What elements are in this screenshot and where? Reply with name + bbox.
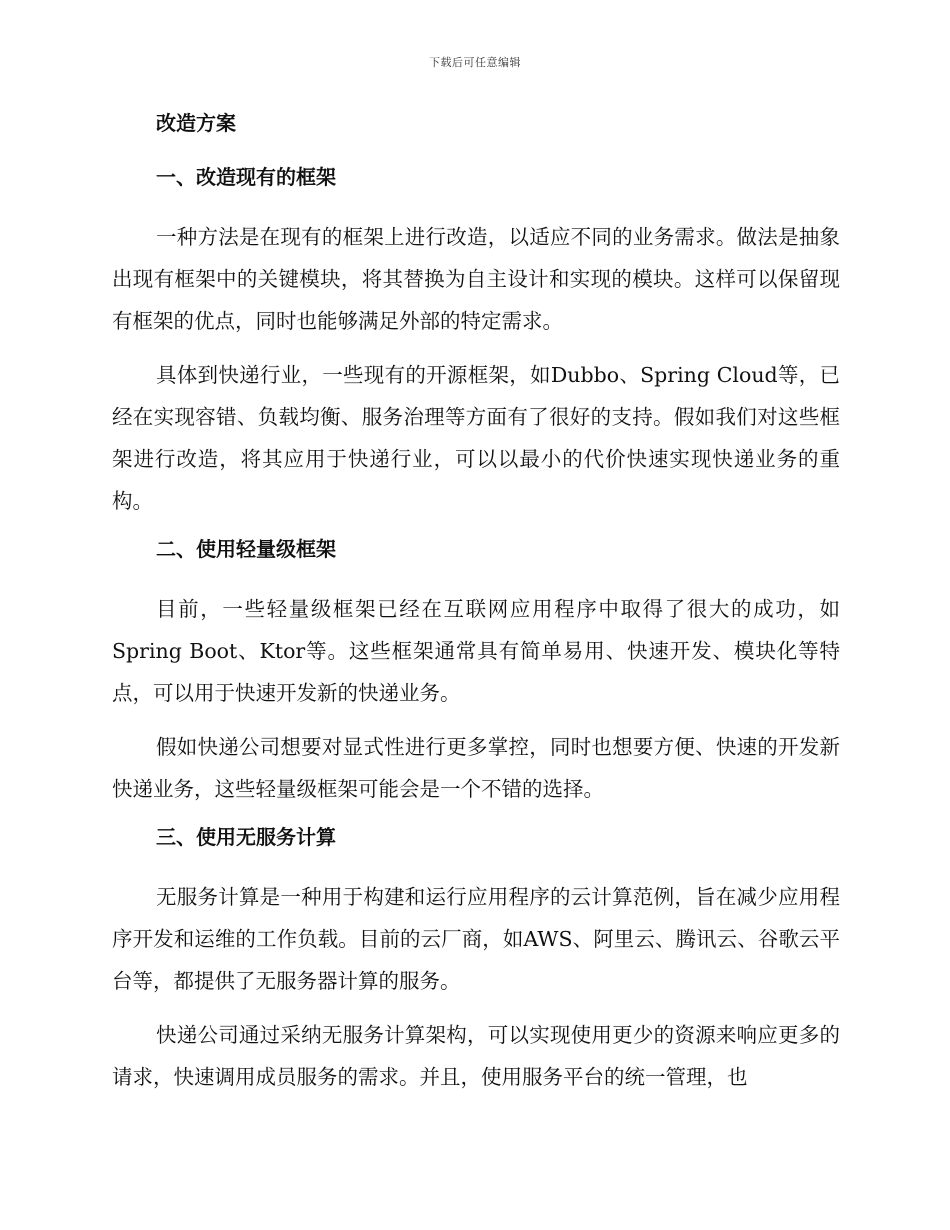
paragraph: 具体到快递行业，一些现有的开源框架，如Dubbo、Spring Cloud等，已经在实现容错、负载均衡、服务治理等方面有了很好的支持。假如我们对这些框架进行改造，将其应用于快递行业，可以以最小的代价快速实现快递业务的重构。	[112, 363, 840, 513]
paragraph: 一种方法是在现有的框架上进行改造，以适应不同的业务需求。做法是抽象出现有框架中的关键模块，将其替换为自主设计和实现的模块。这样可以保留现有框架的优点，同时也能够满足外部的特定需求。	[112, 225, 840, 333]
header-note: 下载后可任意编辑	[429, 56, 521, 69]
document-body	[112, 108, 840, 1110]
paragraph: 快递公司通过采纳无服务计算架构，可以实现使用更少的资源来响应更多的请求，快速调用成员服务的需求。并且，使用服务平台的统一管理，也	[112, 1023, 840, 1089]
document-title: 改造方案	[156, 111, 236, 135]
paragraph: 无服务计算是一种用于构建和运行应用程序的云计算范例，旨在减少应用程序开发和运维的工作负载。目前的云厂商，如AWS、阿里云、腾讯云、谷歌云平台等，都提供了无服务器计算的服务。	[112, 885, 840, 993]
paragraph: 假如快递公司想要对显式性进行更多掌控，同时也想要方便、快速的开发新快递业务，这些轻量级框架可能会是一个不错的选择。	[112, 735, 840, 801]
section-heading: 三、使用无服务计算	[156, 825, 336, 849]
paragraph: 目前，一些轻量级框架已经在互联网应用程序中取得了很大的成功，如Spring Boot、Ktor等。这些框架通常具有简单易用、快速开发、模块化等特点，可以用于快速开发新的快递业务。	[112, 597, 840, 705]
section-heading: 一、改造现有的框架	[156, 165, 336, 189]
section-heading: 二、使用轻量级框架	[156, 537, 336, 561]
